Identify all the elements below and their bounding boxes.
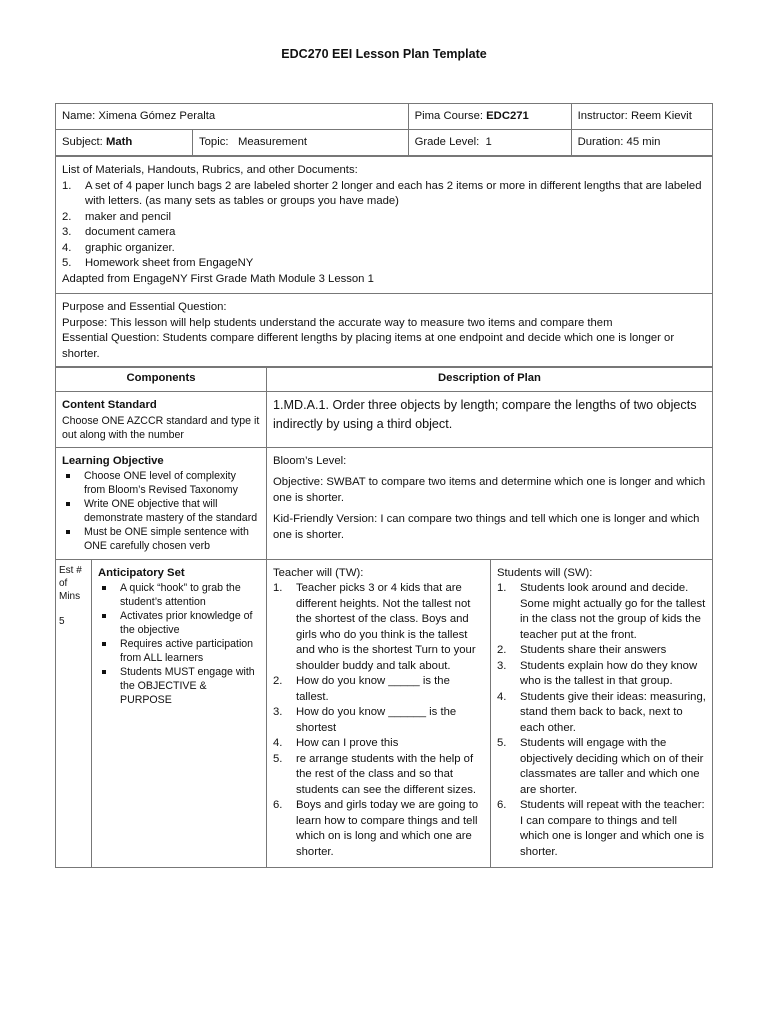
purpose-cell xyxy=(56,294,713,368)
materials-list xyxy=(62,179,706,272)
header-table xyxy=(55,103,713,156)
essential-question: Essential Question: Students compare different lengths by placing items at one endpoint and decide which one is longer or shorter. xyxy=(62,332,675,360)
list-item: Requires active participation from ALL learners xyxy=(98,637,260,665)
kid-friendly-text: Kid-Friendly Version: I can compare two things and tell which one is longer and which one is shorter. xyxy=(273,513,700,541)
list-item: 5. Homework sheet from EngageNY xyxy=(62,257,254,269)
list-item: Must be ONE simple sentence with ONE carefully chosen verb xyxy=(62,525,260,553)
list-item: 3. How do you know ______ is the shortest xyxy=(273,706,457,734)
materials-purpose-table xyxy=(55,156,713,368)
instructor-value: Reem Kievit xyxy=(630,109,692,122)
est-mins-label: Est # of Mins xyxy=(59,564,82,602)
anticipatory-set-title: Anticipatory Set xyxy=(98,566,185,579)
list-item: 1. Students look around and decide. Some might actually go for the tallest in the class not the group of kids the teacher put at the front. xyxy=(497,582,706,641)
est-mins-cell xyxy=(56,559,92,867)
course-cell xyxy=(408,104,571,130)
list-item: 4. graphic organizer. xyxy=(62,241,175,254)
duration-value: 45 min xyxy=(626,135,661,148)
instructor-label: Instructor: xyxy=(577,109,631,122)
learning-objective-cell xyxy=(56,447,267,559)
blooms-level: Bloom’s Level: xyxy=(273,454,347,467)
purpose-text: Purpose: This lesson will help students understand the accurate way to measure two items and compare them xyxy=(62,316,613,329)
list-item: 3. document camera xyxy=(62,226,176,238)
page-title: EDC270 EEI Lesson Plan Template xyxy=(281,47,487,61)
grade-value: 1 xyxy=(485,135,492,148)
objective-text: Objective: SWBAT to compare two items and determine which one is longer and which one is shorter. xyxy=(273,476,706,504)
materials-adapted: Adapted from EngageNY First Grade Math Module 3 Lesson 1 xyxy=(62,272,374,285)
purpose-heading: Purpose and Essential Question: xyxy=(62,301,227,313)
list-item: 5. Students will engage with the objectively deciding which on of their classmates are taller and which one are shorter. xyxy=(497,737,704,796)
students-will-cell xyxy=(491,559,713,867)
list-item: 6. Boys and girls today we are going to learn how to compare things and tell which on is long and which one are shorter. xyxy=(273,799,479,858)
duration-cell xyxy=(571,130,712,156)
list-item: 2. Students share their answers xyxy=(497,644,667,656)
learning-objective-description xyxy=(267,447,713,559)
list-item: 1. Teacher picks 3 or 4 kids that are different heights. Not the tallest not the shortest of the class. Boys and girls who do you think is the tallest and who is the shortest Turn to your shoulder buddy and talk about. xyxy=(273,582,476,672)
topic-label: Topic: xyxy=(199,135,238,148)
students-will-heading: Students will (SW): xyxy=(497,566,593,579)
list-item: 3. Students explain how do they know who is the tallest in that group. xyxy=(497,659,698,687)
teacher-will-heading: Teacher will (TW): xyxy=(273,566,364,579)
list-item: 4. Students give their ideas: measuring, stand them back to back, next to each other. xyxy=(497,690,706,734)
list-item: 1. A set of 4 paper lunch bags 2 are labeled shorter 2 longer and each has 2 items or more in different lengths that are labeled with letters. (as many sets as tables or groups you have made) xyxy=(62,179,702,207)
course-label: Pima Course: xyxy=(414,109,487,122)
list-item: A quick “hook” to grab the student’s attention xyxy=(98,581,260,609)
list-item: 2. maker and pencil xyxy=(62,210,172,223)
anticipatory-set-cell xyxy=(92,559,267,867)
components-header: Components xyxy=(56,367,267,392)
subject-cell xyxy=(56,130,193,156)
anticipatory-bullets xyxy=(98,581,260,707)
topic-cell xyxy=(193,130,409,156)
list-item: 6. Students will repeat with the teacher: I can compare to things and tell which one is longer and which one is shorter. xyxy=(497,799,705,858)
name-label: Name: xyxy=(62,109,99,122)
content-standard-desc: Choose ONE AZCCR standard and type it out along with the number xyxy=(62,414,260,441)
list-item: 4. How can I prove this xyxy=(273,737,399,749)
content-standard-cell xyxy=(56,392,267,448)
grade-label: Grade Level: xyxy=(414,135,486,148)
est-mins-value: 5 xyxy=(59,615,65,627)
course-value: EDC271 xyxy=(486,109,529,122)
instructor-cell xyxy=(571,104,712,130)
topic-value: Measurement xyxy=(237,135,308,148)
name-cell xyxy=(56,104,409,130)
teacher-will-cell xyxy=(267,559,491,867)
list-item: Students MUST engage with the OBJECTIVE & PURPOSE xyxy=(98,665,260,707)
list-item: 2. How do you know _____ is the tallest. xyxy=(273,675,450,703)
students-will-list xyxy=(497,581,706,860)
list-item: Choose ONE level of complexity from Bloom’s Revised Taxonomy xyxy=(62,469,260,497)
list-item: Activates prior knowledge of the objective xyxy=(98,609,260,637)
materials-heading: List of Materials, Handouts, Rubrics, and other Documents: xyxy=(62,164,358,176)
learning-objective-title: Learning Objective xyxy=(62,454,164,467)
plan-table xyxy=(55,366,713,868)
description-header: Description of Plan xyxy=(267,367,713,392)
subject-label: Subject: xyxy=(62,135,106,148)
materials-cell xyxy=(56,157,713,294)
subject-value: Math xyxy=(105,135,133,148)
name-value: Ximena Gómez Peralta xyxy=(98,109,216,122)
list-item: 5. re arrange students with the help of the rest of the class and so that students can see the different sizes. xyxy=(273,752,477,796)
learning-objective-bullets xyxy=(62,469,260,553)
teacher-will-list xyxy=(273,581,484,860)
grade-cell xyxy=(408,130,571,156)
content-standard-title: Content Standard xyxy=(62,399,157,411)
list-item: Write ONE objective that will demonstrate mastery of the standard xyxy=(62,497,260,525)
duration-label: Duration: xyxy=(577,135,627,148)
content-standard-value: 1.MD.A.1. Order three objects by length; compare the lengths of two objects indirectly by using a third object. xyxy=(267,392,713,448)
